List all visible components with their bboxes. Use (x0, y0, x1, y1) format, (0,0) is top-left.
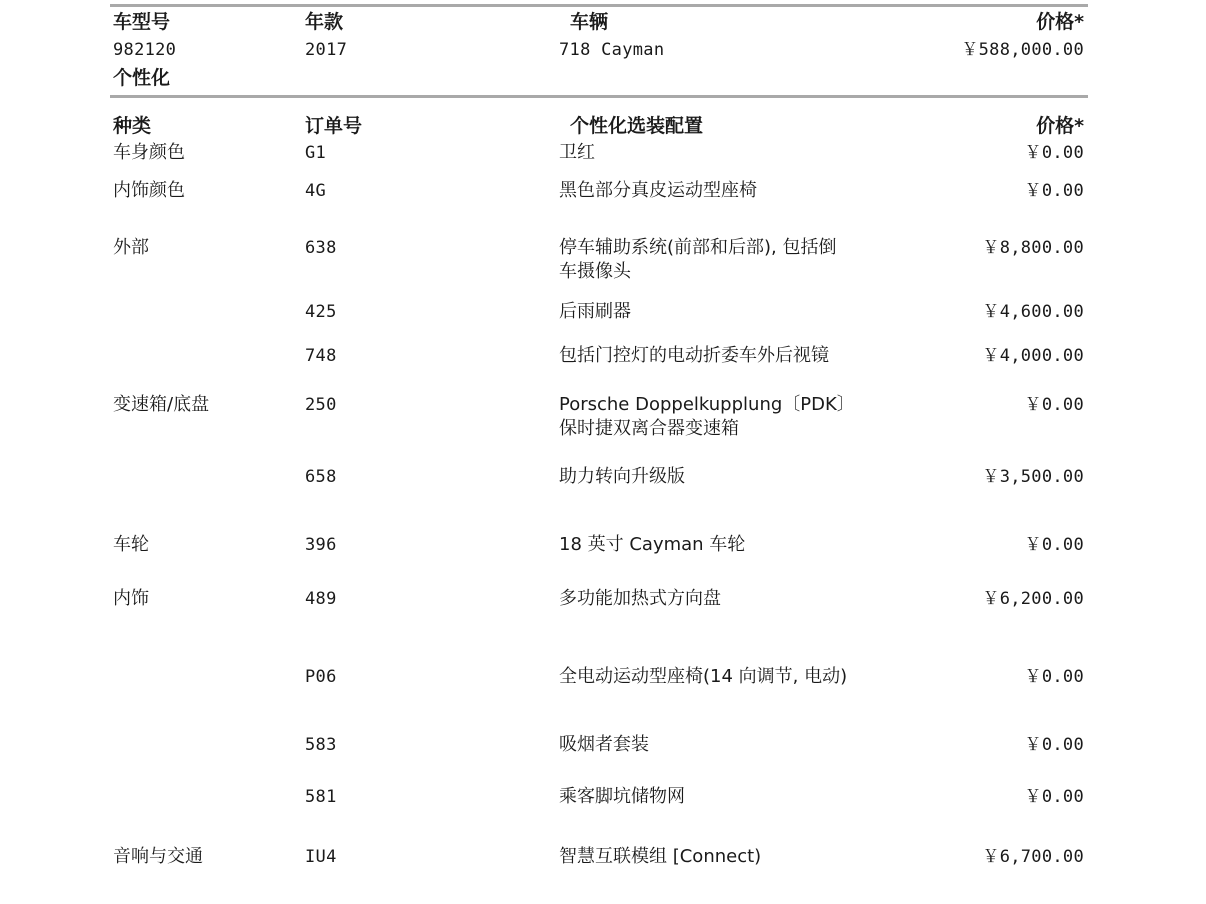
option-price: ￥3,500.00 (982, 467, 1084, 487)
option-description: 卫红 (559, 142, 595, 163)
option-description: 18 英寸 Cayman 车轮 (559, 534, 746, 555)
option-price: ￥4,600.00 (982, 302, 1084, 322)
top-divider (110, 4, 1088, 7)
option-code: 583 (305, 735, 337, 755)
option-category: 变速箱/底盘 (113, 394, 210, 415)
option-description: 多功能加热式方向盘 (559, 588, 721, 609)
vehicle-name-value: 718 Cayman (559, 40, 665, 60)
option-code: 581 (305, 787, 337, 807)
option-price: ￥6,200.00 (982, 589, 1084, 609)
section-title: 个性化 (113, 67, 171, 89)
option-code: P06 (305, 667, 337, 687)
option-category: 外部 (113, 237, 149, 258)
option-category: 内饰颜色 (113, 180, 185, 201)
option-price: ￥0.00 (1024, 395, 1084, 415)
option-category: 车身颜色 (113, 142, 185, 163)
model-no-value: 982120 (113, 40, 177, 60)
option-header: 个性化选装配置 (570, 115, 704, 137)
price-header: 价格* (1036, 11, 1084, 33)
category-header: 种类 (113, 115, 152, 137)
option-description: 全电动运动型座椅(14 向调节, 电动) (559, 666, 848, 687)
option-price: ￥4,000.00 (982, 346, 1084, 366)
option-price: ￥0.00 (1024, 143, 1084, 163)
option-description: 黑色部分真皮运动型座椅 (559, 180, 757, 201)
option-price: ￥0.00 (1024, 787, 1084, 807)
option-price: ￥0.00 (1024, 181, 1084, 201)
option-price: ￥6,700.00 (982, 847, 1084, 867)
option-description: 包括门控灯的电动折委车外后视镜 (559, 345, 829, 366)
option-category: 音响与交通 (113, 846, 203, 867)
section-divider (110, 95, 1088, 98)
option-description: 助力转向升级版 (559, 466, 685, 487)
option-code: 425 (305, 302, 337, 322)
option-price: ￥0.00 (1024, 667, 1084, 687)
option-code: 658 (305, 467, 337, 487)
option-code: 638 (305, 238, 337, 258)
option-price-header: 价格* (1036, 115, 1084, 137)
option-description: 智慧互联模组 [Connect) (559, 846, 762, 867)
vehicle-price-value: ￥588,000.00 (961, 40, 1084, 60)
option-code: 250 (305, 395, 337, 415)
option-description: Porsche Doppelkupplung〔PDK〕保时捷双离合器变速箱 (559, 394, 855, 439)
option-category: 车轮 (113, 534, 149, 555)
option-code: 4G (305, 181, 327, 201)
option-code: 748 (305, 346, 337, 366)
order-no-header: 订单号 (305, 115, 363, 137)
option-price: ￥0.00 (1024, 735, 1084, 755)
vehicle-header: 车辆 (570, 11, 609, 33)
year-header: 年款 (305, 11, 344, 33)
model-no-header: 车型号 (113, 11, 171, 33)
option-code: 396 (305, 535, 337, 555)
option-description: 后雨刷器 (559, 301, 631, 322)
option-description: 吸烟者套装 (559, 734, 649, 755)
option-code: G1 (305, 143, 327, 163)
option-code: IU4 (305, 847, 337, 867)
option-price: ￥8,800.00 (982, 238, 1084, 258)
option-category: 内饰 (113, 588, 149, 609)
option-description: 停车辅助系统(前部和后部), 包括倒车摄像头 (559, 237, 837, 282)
year-value: 2017 (305, 40, 348, 60)
option-price: ￥0.00 (1024, 535, 1084, 555)
option-code: 489 (305, 589, 337, 609)
option-description: 乘客脚坑储物网 (559, 786, 685, 807)
